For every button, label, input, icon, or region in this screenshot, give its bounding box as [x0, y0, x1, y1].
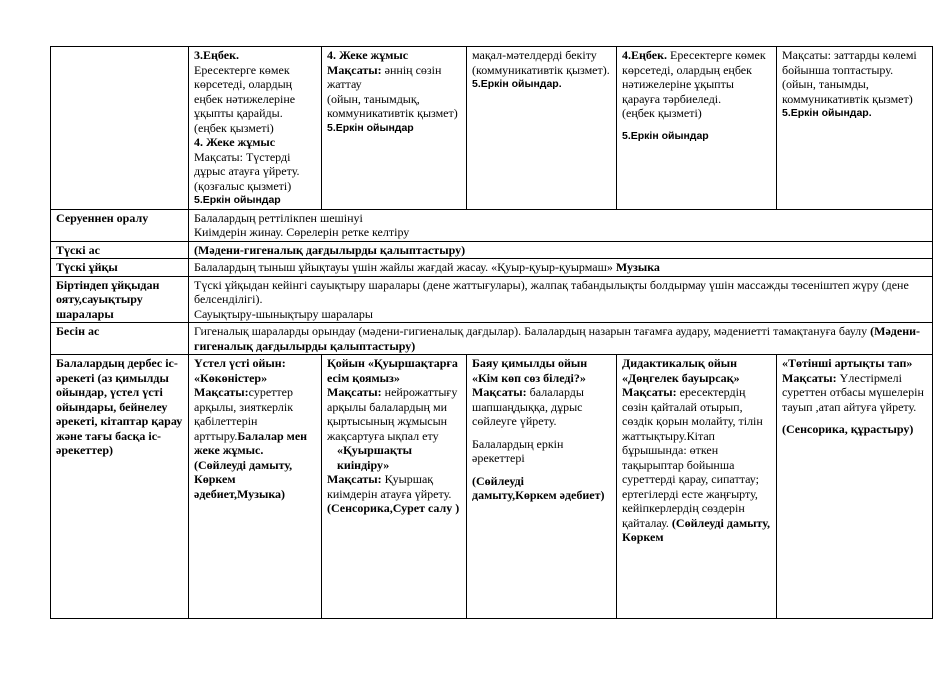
cell-text: Ересектерге көмек көрсетеді, олардың еңбек нәтижелеріне ұқыпты қарайды.: [194, 62, 296, 120]
row-content: [189, 276, 933, 323]
cell-heading: Үстел үсті ойын: «Көкөністер»: [194, 356, 286, 385]
cell-footer: 5.Еркін ойындар.: [472, 78, 562, 90]
cell-heading: Баяу қимылды ойын «Кім көп сөз біледі?»: [472, 356, 588, 385]
row-label: Түскі ұйқы: [51, 259, 189, 277]
goal-text: Үлестірмелі суреттен отбасы мүшелерін тауып ,атап айтуға үйрету.: [782, 370, 924, 414]
goal-text: Қуыршақ киімдерін атауға үйрету.: [327, 472, 452, 501]
domain-tag: (Сөйлеуді дамыту, Көркем әдебиет,Музыка): [194, 457, 293, 501]
table-row-walk-return: [51, 209, 933, 241]
cell-col5: [617, 47, 777, 210]
row-text: Балалардың тыныш ұйықтауы үшін жайлы жағдай жасау. «Қуыр-қуыр-қуырмаш»: [194, 260, 616, 274]
row-content: (Мәдени-гигеналық дағдылырды қалыптастыру): [189, 241, 933, 259]
cell-heading: Қойын «Қуыршақтарға есім қоямыз»: [327, 356, 458, 385]
cell-col5: [617, 355, 777, 619]
cell-col4: [467, 355, 617, 619]
cell-footer: 5.Еркін ойындар: [327, 121, 414, 134]
table-row-snack: [51, 323, 933, 355]
table-row-walk-activities: [51, 47, 933, 210]
domain-tag: (Сөйлеуді дамыту, Көркем: [622, 515, 771, 544]
row-content: [189, 259, 933, 277]
row-text: Түскі ұйқыдан кейінгі сауықтыру шаралары (дене жаттығулары), жалпақ табандылықты болдырмау үшін массажды төсеніштеп жүру (дене белсенділігі).: [194, 277, 909, 306]
cell-footer: 5.Еркін ойындар: [622, 129, 709, 142]
cell-col6: [777, 47, 933, 210]
row-text: Киімдерін жинау. Сөрелерін ретке келтіру: [194, 225, 410, 239]
cell-heading: Дидактикалық ойын «Дөңгелек бауырсақ»: [622, 356, 740, 385]
goal-label: Мақсаты:: [327, 385, 382, 399]
cell-text: Мақсаты: Түстерді дұрыс атауға үйрету.: [194, 149, 300, 178]
schedule-table: [50, 46, 933, 619]
row-label: Біртіндеп ұйқыдан ояту,сауықтыру шаралары: [51, 276, 189, 323]
row-text: Балалардың реттілікпен шешінуі: [194, 210, 363, 225]
goal-label: Мақсаты:: [194, 385, 249, 399]
cell-text: (еңбек қызметі): [194, 120, 274, 135]
domain-tag: (Сөйлеуді дамыту,Көркем әдебиет): [472, 473, 605, 502]
cell-heading: «Қуыршақты киіндіру»: [337, 443, 413, 472]
cell-text-bold: Балалар мен жеке жұмыс.: [194, 428, 308, 457]
cell-heading: «Төтінші артықты тап»: [782, 356, 913, 370]
table-row-wake-up: [51, 276, 933, 323]
cell-text: (ойын, танымдық, коммуникативтік қызмет): [327, 91, 458, 120]
goal-label: Мақсаты:: [472, 385, 527, 399]
goal-label: Мақсаты:: [622, 385, 677, 399]
cell-col3: [322, 47, 467, 210]
cell-footer: 5.Еркін ойындар.: [782, 107, 872, 119]
cell-text: Мақсаты: заттарды көлемі бойынша топтастыру.: [782, 48, 917, 77]
row-label: Серуеннен оралу: [51, 209, 189, 241]
cell-col2: [189, 47, 322, 210]
goal-label: Мақсаты:: [327, 62, 382, 77]
goal-label: Мақсаты:: [782, 370, 837, 385]
row-label: Балалардың дербес іс-әрекеті (аз қимылды ойындар, үстел үсті ойындары, бейнелеу әрекеті, кітаптар қарау және тағы басқа іс-әрекеттер): [51, 355, 189, 619]
table-row-nap: [51, 259, 933, 277]
row-label: Бесін ас: [51, 323, 189, 355]
cell-col4: [467, 47, 617, 210]
cell-heading: 4.Еңбек.: [622, 48, 667, 62]
cell-text: мақал-мәтелдерді бекіту (коммуникативтік қызмет).: [472, 48, 610, 77]
cell-col6: [777, 355, 933, 619]
cell-heading: 4. Жеке жұмыс: [194, 135, 276, 149]
cell-footer: 5.Еркін ойындар: [194, 194, 281, 206]
row-text: Сауықтыру-шынықтыру шаралары: [194, 306, 373, 321]
row-content: [189, 209, 933, 241]
goal-label: Мақсаты:: [327, 472, 382, 486]
cell-col3: [322, 355, 467, 619]
goal-text: балаларды шапшаңдыққа, дұрыс сөйлеуге үйрету.: [472, 385, 584, 428]
table-row-free-activity: [51, 355, 933, 619]
table-row-lunch: [51, 241, 933, 259]
cell-heading: 4. Жеке жұмыс: [327, 48, 409, 62]
cell-text: (еңбек қызметі): [622, 106, 702, 120]
row-text-bold: (Мәдени-гигеналық дағдылырды қалыптастыру): [194, 324, 921, 353]
row-label: Түскі ас: [51, 241, 189, 259]
cell-text: (қозғалыс қызметі): [194, 178, 292, 193]
row-text: Гигеналық шараларды орындау (мәдени-гигиеналық дағдылар). Балалардың назарын тағамға аудару, мәдениетті тамақтануға баулу: [194, 324, 871, 338]
cell-col2: [189, 355, 322, 619]
goal-text: әннің сөзін жаттау: [327, 62, 442, 91]
cell-text: (ойын, танымды, коммуникативтік қызмет): [782, 77, 913, 106]
cell-text: Балалардың еркін әрекеттері: [472, 436, 564, 465]
domain-tag: (Сенсорика,Сурет салу ): [327, 501, 460, 515]
goal-text: ересектердің сөзін қайталай отырып, сөздік қорын молайту, тілін жаттықтыру.Кітап бұрышында: өткен тақырыптар бойынша суреттерді қарау, сипаттау; ертегілерді есте жаңғырту, кейіпкерлердің сөздерін қайталау.: [622, 385, 763, 530]
cell-text: Ересектерге көмек көрсетеді, олардың еңбек нәтижелеріне ұқыпты қарауға тәрбиеледі.: [622, 48, 766, 106]
goal-text: суреттер арқылы, зияткерлік қабілеттерін арттыру.: [194, 385, 294, 443]
goal-text: нейрожаттығу арқылы балалардың ми қыртысының жұмысын жақсартуға ықпал ету: [327, 385, 458, 443]
cell-heading: 3.Еңбек.: [194, 48, 239, 62]
row-text-music: Музыка: [615, 260, 660, 274]
row-label-empty: [51, 47, 189, 210]
row-content: [189, 323, 933, 355]
domain-tag: (Сенсорика, құрастыру): [782, 422, 914, 436]
